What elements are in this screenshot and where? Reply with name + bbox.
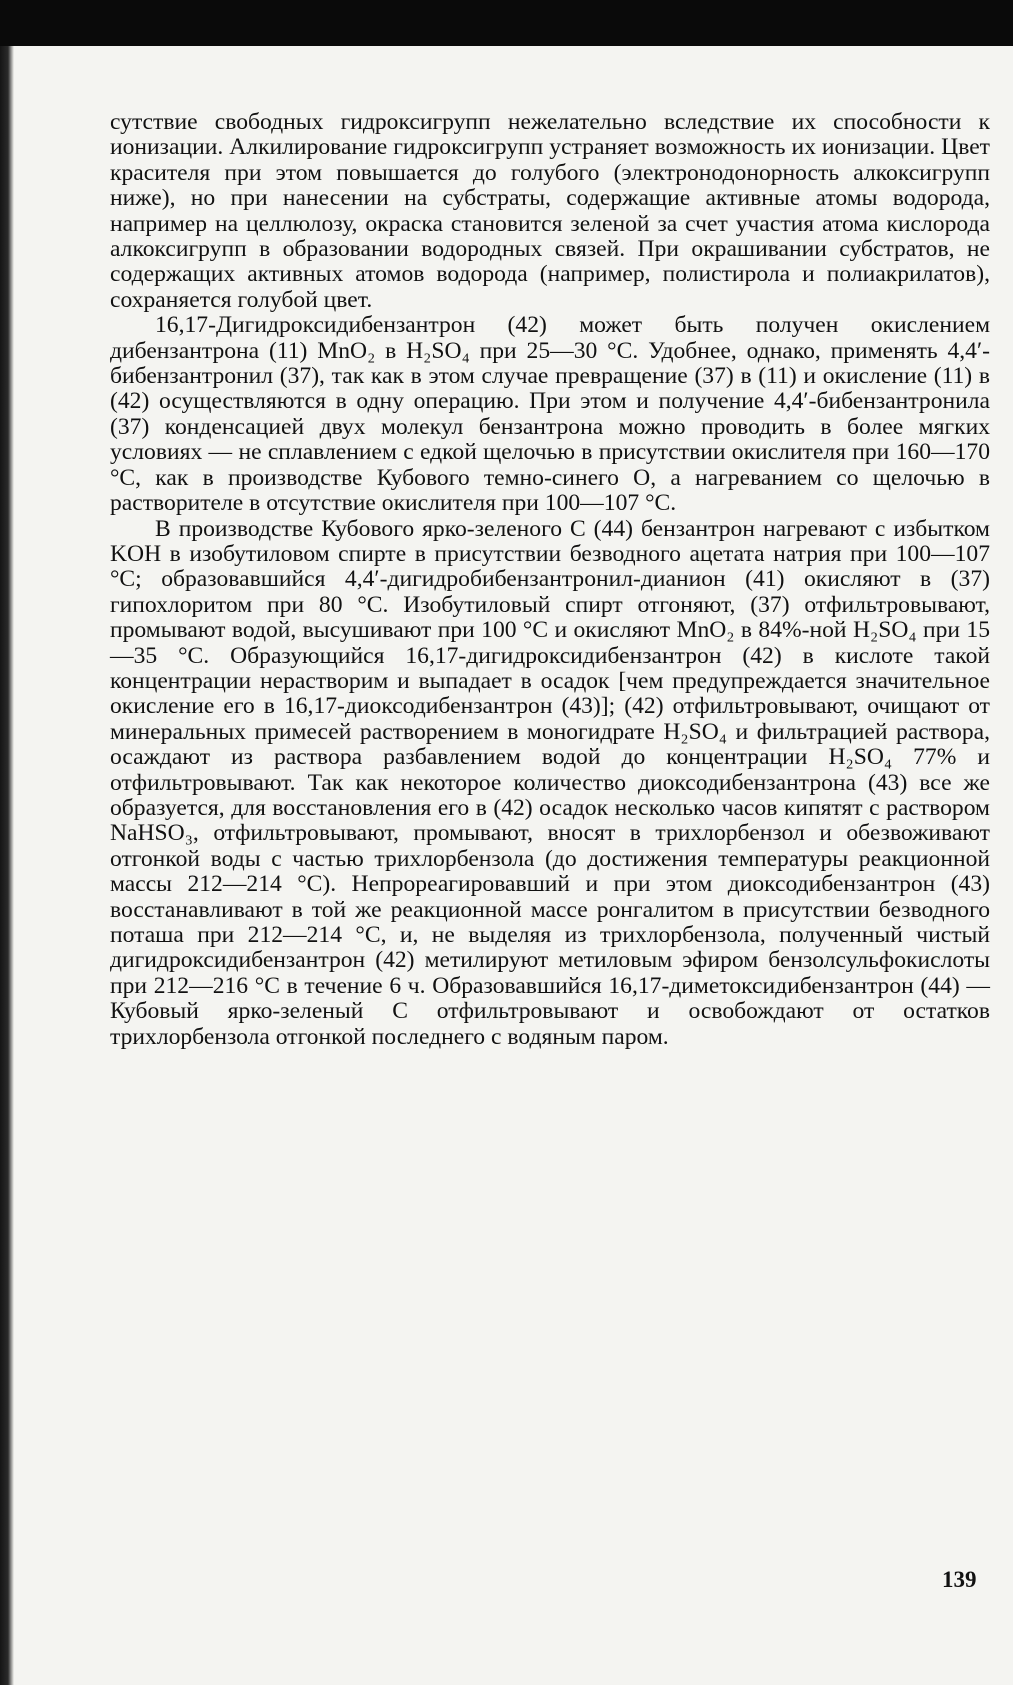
scan-left-edge	[0, 46, 14, 1685]
scan-top-border	[0, 0, 1013, 46]
page-number: 139	[942, 1567, 977, 1592]
paragraph-dihydroxydibenzanthrone-synthesis: 16,17-Дигидроксидибензантрон (42) может быть получен окислением дибензантрона (11) MnO₂ в H₂SO₄ при 25—30 °C. Удобнее, однако, применять 4,4′-бибензантронил (37), так как в этом случае превращение (37) в (11) и окисление (11) в (42) осуществляются в одну операцию. При этом и получение 4,4′-бибензантронила (37) конденсацией двух молекул бензантрона можно проводить в более мягких условиях — не сплавлением с едкой щелочью в присутствии окислителя при 160—170 °C, как в производстве Кубового темно-синего О, а нагреванием со щелочью в растворителе в отсутствие окислителя при 100—107 °C.	[110, 312, 990, 517]
paragraph-continuation: сутствие свободных гидроксигрупп нежелательно вследствие их способности к ионизации. Алкилирование гидроксигрупп устраняет возможность их ионизации. Цвет красителя при этом повышается до голубого (электронодонорность алкоксигрупп ниже), но при нанесении на субстраты, содержащие активные атомы водорода, например на целлюлозу, окраска становится зеленой за счет участия атома кислорода алкоксигрупп в образовании водородных связей. При окрашивании субстратов, не содержащих активных атомов водорода (например, полистирола и полиакрилатов), сохраняется голубой цвет.	[110, 109, 990, 313]
paragraph-vat-green-production: В производстве Кубового ярко-зеленого С (44) бензантрон нагревают с избытком KOH в изобутиловом спирте в присутствии безводного ацетата натрия при 100—107 °C; образовавшийся 4,4′-дигидробибензантронил-дианион (41) окисляют в (37) гипохлоритом при 80 °C. Изобутиловый спирт отгоняют, (37) отфильтровывают, промывают водой, высушивают при 100 °C и окисляют MnO₂ в 84%-ной H₂SO₄ при 15—35 °C. Образующийся 16,17-дигидроксидибензантрон (42) в кислоте такой концентрации нерастворим и выпадает в осадок [чем предупреждается значительное окисление его в 16,17-диоксодибензантрон (43)]; (42) отфильтровывают, очищают от минеральных примесей растворением в моногидрате H₂SO₄ и фильтрацией раствора, осаждают из раствора разбавлением водой до концентрации H₂SO₄ 77% и отфильтровывают. Так как некоторое количество диоксодибензантрона (43) все же образуется, для восстановления его в (42) осадок несколько часов кипятят с раствором NaHSO₃, отфильтровывают, промывают, вносят в трихлорбензол и обезвоживают отгонкой воды с частью трихлорбензола (до достижения температуры реакционной массы 212—214 °C). Непрореагировавший и при этом диоксодибензантрон (43) восстанавливают в той же реакционной массе ронгалитом в присутствии безводного поташа при 212—214 °C, и, не выделяя из трихлорбензола, полученный чистый дигидроксидибензантрон (42) метилируют метиловым эфиром бензолсульфокислоты при 212—216 °C в течение 6 ч. Образовавшийся 16,17-диметоксидибензантрон (44) — Кубовый ярко-зеленый С отфильтровывают и освобождают от остатков трихлорбензола отгонкой последнего с водяным паром.	[110, 515, 990, 1050]
page-body	[110, 110, 990, 1050]
